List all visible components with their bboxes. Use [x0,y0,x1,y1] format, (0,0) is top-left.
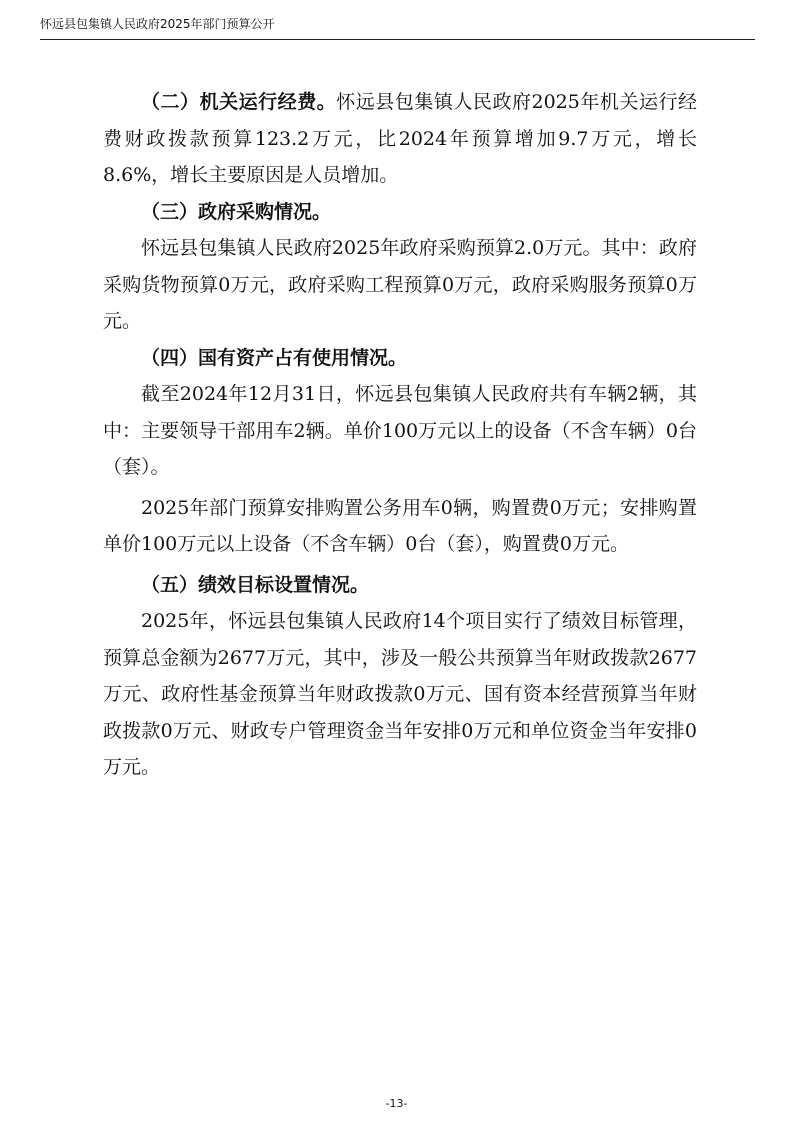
assets-heading-paragraph [103,340,697,377]
performance-heading: （五）绩效目标设置情况。 [141,573,370,596]
header-divider [40,39,755,40]
procurement-text: 怀远县包集镇人民政府2025年政府采购预算2.0万元。其中：政府采购货物预算0万元，政府采购工程预算0万元，政府采购服务预算0万元。 [103,237,697,332]
assets-text-vehicles: 截至2024年12月31日，怀远县包集镇人民政府共有车辆2辆，其中：主要领导干部用车2辆。单价100万元以上的设备（不含车辆）0台（套）。 [103,383,697,478]
page-number: -13- [385,1097,408,1110]
operating-expenses-text: 怀远县包集镇人民政府2025年机关运行经费财政拨款预算123.2万元，比2024年预算增加9.7万元，增长8.6%，增长主要原因是人员增加。 [103,91,697,186]
procurement-heading-paragraph [103,194,697,231]
performance-heading-paragraph [103,567,697,604]
document-body [103,84,697,786]
assets-heading: （四）国有资产占有使用情况。 [141,346,408,369]
performance-text: 2025年，怀远县包集镇人民政府14个项目实行了绩效目标管理，预算总金额为2677万元，其中，涉及一般公共预算当年财政拨款2677万元、政府性基金预算当年财政拨款0万元、国有资本经营预算当年财政拨款0万元、财政专户管理资金当年安排0万元和单位资金当年安排0万元。 [103,610,697,778]
assets-text-purchase-plan: 2025年部门预算安排购置公务用车0辆，购置费0万元；安排购置单价100万元以上设备（不含车辆）0台（套），购置费0万元。 [103,496,697,555]
operating-expenses-paragraph [103,84,697,194]
document-header-title: 怀远县包集镇人民政府2025年部门预算公开 [40,17,275,31]
operating-expenses-heading: （二）机关运行经费。 [141,91,337,113]
procurement-heading: （三）政府采购情况。 [141,200,332,223]
